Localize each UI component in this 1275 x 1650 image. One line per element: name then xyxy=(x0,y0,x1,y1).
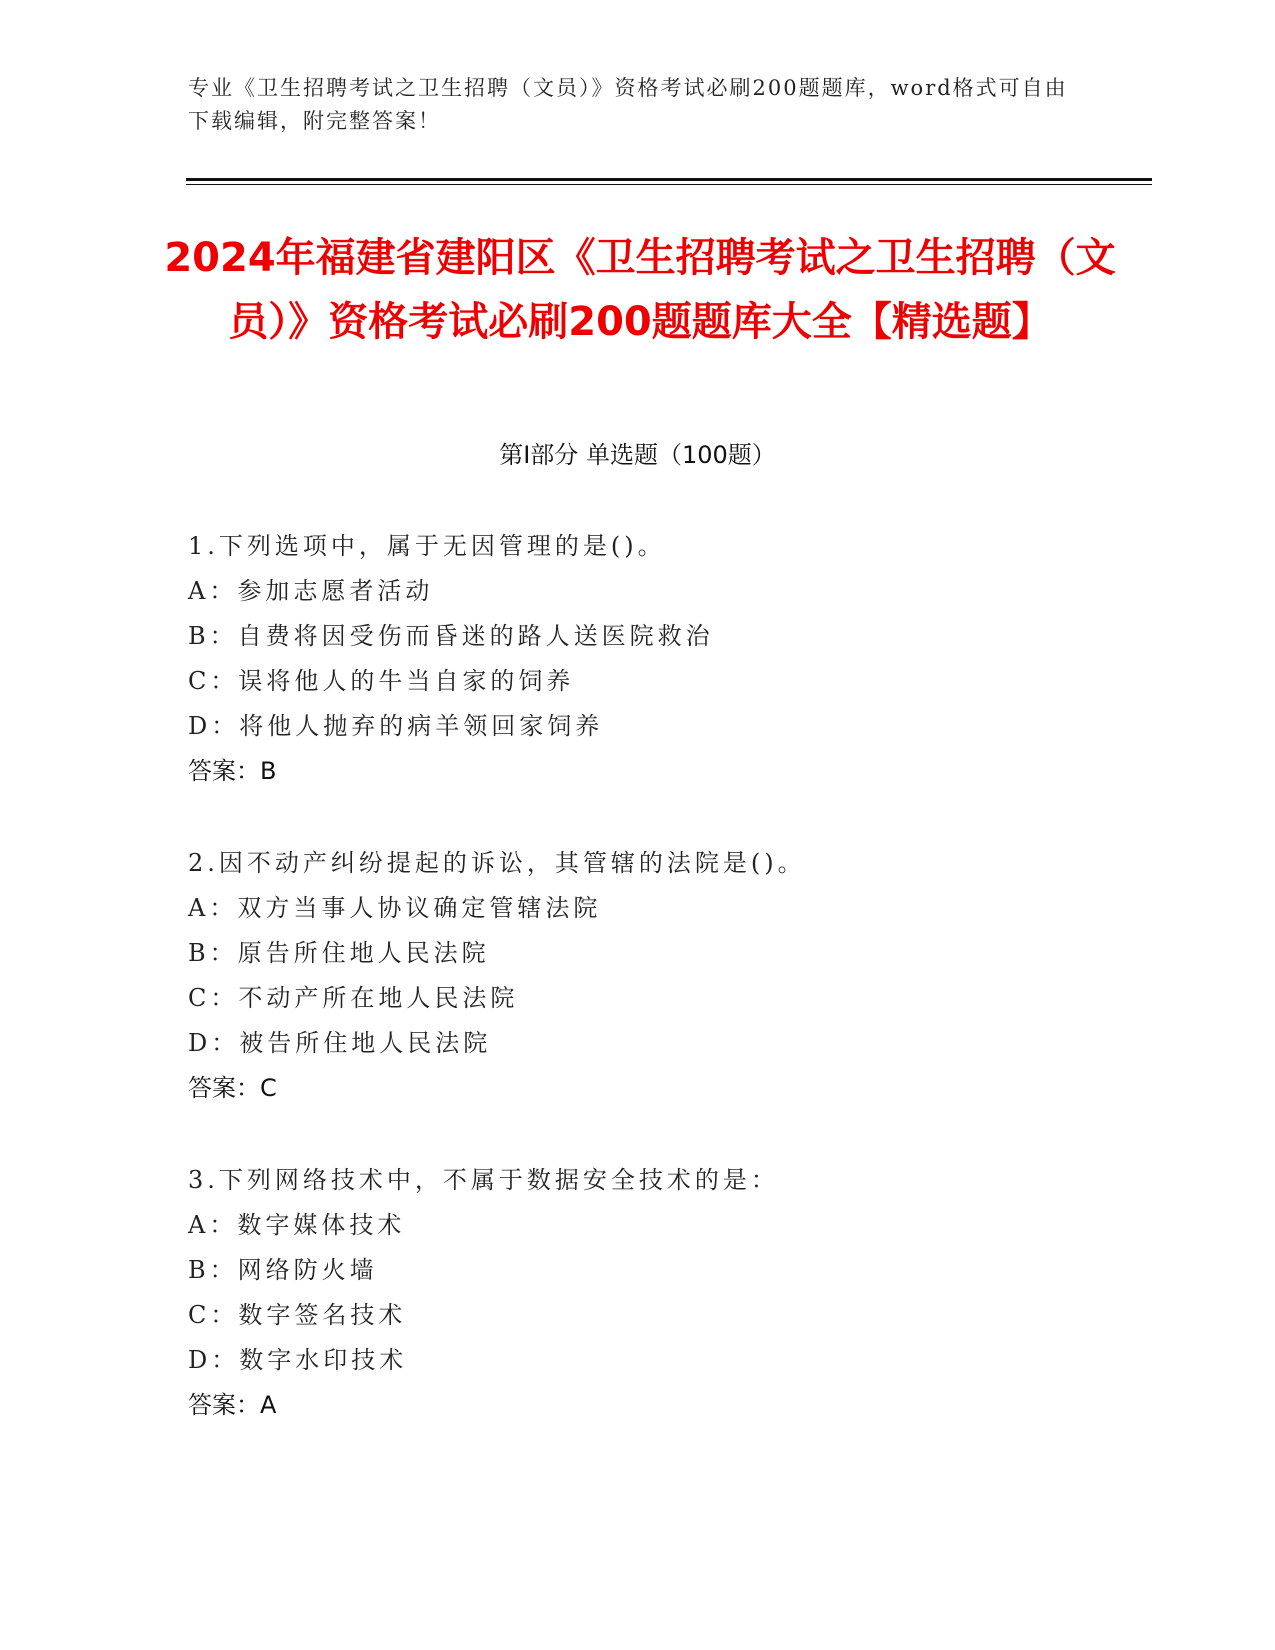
option-d: D：将他人抛弃的病羊领回家饲养 xyxy=(188,712,604,740)
question-item xyxy=(188,841,1148,1111)
option-b: B：原告所住地人民法院 xyxy=(188,939,490,967)
option-b: B：网络防火墙 xyxy=(188,1256,378,1284)
question-text: 2.因不动产纠纷提起的诉讼，其管辖的法院是()。 xyxy=(188,849,806,877)
header-note: 专业《卫生招聘考试之卫生招聘（文员）》资格考试必刷200题题库，word格式可自由下载编辑，附完整答案！ xyxy=(188,76,1068,133)
option-c: C：不动产所在地人民法院 xyxy=(188,984,519,1012)
question-item xyxy=(188,1158,1148,1428)
option-a: A：双方当事人协议确定管辖法院 xyxy=(188,894,602,922)
document-title: 2024年福建省建阳区《卫生招聘考试之卫生招聘（文员）》资格考试必刷200题题库大全【精选题】 xyxy=(164,235,1116,345)
answer-text: 答案：B xyxy=(188,757,277,785)
header-rule-thin xyxy=(186,184,1152,185)
answer-text: 答案：C xyxy=(188,1074,277,1102)
option-c: C：误将他人的牛当自家的饲养 xyxy=(188,667,575,695)
question-list xyxy=(188,524,1148,1475)
answer-text: 答案：A xyxy=(188,1391,277,1419)
question-text: 1.下列选项中，属于无因管理的是()。 xyxy=(188,532,666,560)
header-rule-thick xyxy=(186,178,1152,181)
section-title: 第I部分 单选题（100题） xyxy=(499,441,776,469)
option-a: A：数字媒体技术 xyxy=(188,1211,406,1239)
question-item xyxy=(188,524,1148,794)
option-d: D：被告所住地人民法院 xyxy=(188,1029,492,1057)
option-d: D：数字水印技术 xyxy=(188,1346,408,1374)
option-a: A：参加志愿者活动 xyxy=(188,577,434,605)
option-c: C：数字签名技术 xyxy=(188,1301,407,1329)
option-b: B：自费将因受伤而昏迷的路人送医院救治 xyxy=(188,622,714,650)
question-text: 3.下列网络技术中，不属于数据安全技术的是： xyxy=(188,1166,779,1194)
